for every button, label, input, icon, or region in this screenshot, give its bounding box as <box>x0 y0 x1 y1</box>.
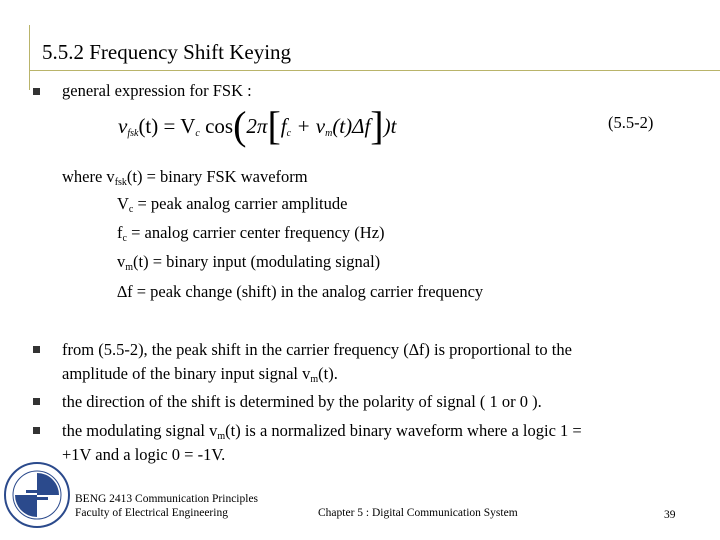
def-fc-main: f <box>117 223 123 242</box>
formula-lhs-arg: (t) = V <box>138 114 196 138</box>
b2-sub: m <box>310 374 319 385</box>
bullet-marker <box>33 398 40 405</box>
formula-close-bracket: ] <box>370 103 384 148</box>
page-number: 39 <box>664 509 676 521</box>
bullet-shift-direction: the direction of the shift is determined by the polarity of signal ( 1 or 0 ). <box>62 392 542 411</box>
formula-v: v <box>118 114 128 138</box>
definition-vm <box>117 254 380 271</box>
definition-vc <box>117 196 347 213</box>
def-where-rest: (t) = binary FSK waveform <box>126 167 308 186</box>
frame-vertical-line <box>29 25 30 90</box>
b2-post: (t). <box>318 364 338 383</box>
formula-vm-sub: m <box>325 128 333 139</box>
slide-title: 5.5.2 Frequency Shift Keying <box>42 40 292 64</box>
fsk-formula <box>118 103 397 148</box>
b4-pre: the modulating signal v <box>62 421 218 440</box>
formula-rest: (t)Δf <box>332 114 371 138</box>
bullet-marker <box>33 346 40 353</box>
bullet-general-expression: general expression for FSK : <box>62 81 252 100</box>
def-where-prefix: where v <box>62 167 115 186</box>
b4-post: (t) is a normalized binary waveform where a logic 1 = <box>225 421 582 440</box>
formula-v-sub: fsk <box>127 128 139 139</box>
formula-vc-sub: c <box>195 128 200 139</box>
definition-delta-f: ∆f = peak change (shift) in the analog carrier frequency <box>117 282 484 301</box>
def-fc-sub: c <box>122 233 127 244</box>
bullet-modulating-line1 <box>62 423 582 440</box>
def-vc-main: V <box>117 194 129 213</box>
def-vc-rest: = peak analog carrier amplitude <box>133 194 348 213</box>
bullet-marker <box>33 427 40 434</box>
formula-two-pi: 2π <box>246 114 268 138</box>
bullet-modulating-line2: +1V and a logic 0 = -1V. <box>62 445 226 464</box>
definition-fc <box>117 225 385 242</box>
formula-fc: f <box>280 114 287 138</box>
footer-faculty: Faculty of Electrical Engineering <box>75 507 228 519</box>
bullet-peak-shift-line1: from (5.5-2), the peak shift in the carrier frequency (∆f) is proportional to the <box>62 340 572 359</box>
formula-cos: cos <box>199 114 234 138</box>
footer-chapter: Chapter 5 : Digital Communication System <box>318 507 518 519</box>
frame-horizontal-line <box>29 70 720 71</box>
formula-fc-sub: c <box>286 128 292 139</box>
def-vm-sub: m <box>125 262 134 273</box>
footer-course: BENG 2413 Communication Principles <box>75 493 259 505</box>
def-vc-sub: c <box>128 204 134 215</box>
def-where-sub: fsk <box>114 177 127 188</box>
equation-number: (5.5-2) <box>608 113 654 132</box>
formula-open-paren: ( <box>233 103 247 148</box>
formula-open-bracket: [ <box>267 103 281 148</box>
footer-course-info <box>75 492 258 520</box>
definition-vfsk <box>62 169 308 186</box>
def-vm-main: v <box>117 252 126 271</box>
bullet-marker <box>33 88 40 95</box>
b2-pre: amplitude of the binary input signal v <box>62 364 311 383</box>
university-seal-icon <box>2 460 72 530</box>
def-vm-rest: (t) = binary input (modulating signal) <box>133 252 381 271</box>
formula-close: )t <box>383 114 397 138</box>
formula-plus-vm: + v <box>291 114 326 138</box>
bullet-peak-shift-line2 <box>62 366 338 383</box>
def-fc-rest: = analog carrier center frequency (Hz) <box>126 223 385 242</box>
b4-sub: m <box>217 431 226 442</box>
